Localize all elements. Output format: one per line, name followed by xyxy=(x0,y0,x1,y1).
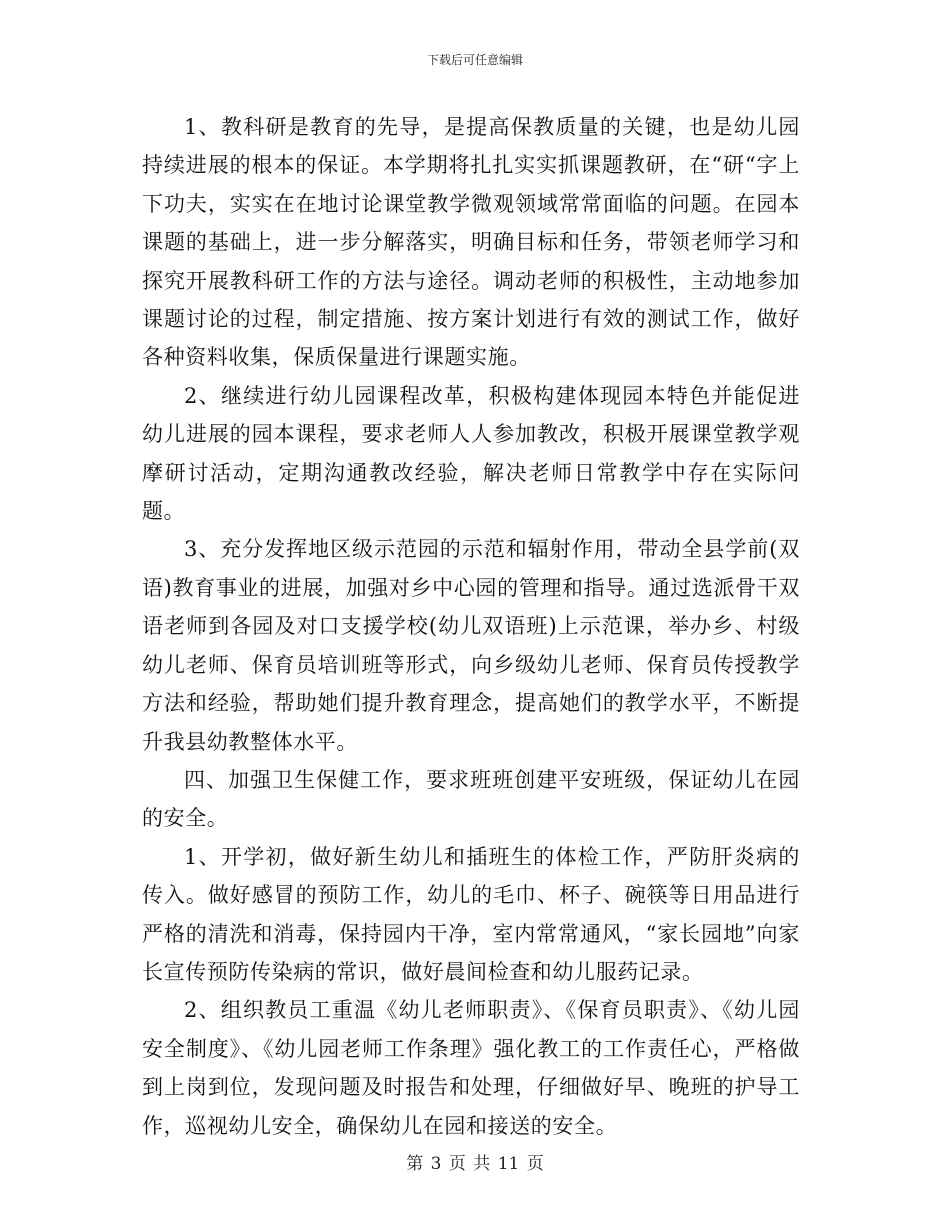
paragraph-demonstration: 3、充分发挥地区级示范园的示范和辐射作用，带动全县学前(双语)教育事业的进展，加强对乡中心园的管理和指导。通过选派骨干双语老师到各园及对口支援学校(幼儿双语班)上示范课，举办乡、村级幼儿老师、保育员培训班等形式，向乡级幼儿老师、保育员传授教学方法和经验，帮助她们提升教育理念，提高她们的教学水平，不断提升我县幼教整体水平。 xyxy=(142,537,800,754)
page-header: 下载后可任意编辑 xyxy=(426,53,523,67)
paragraph-research: 1、教科研是教育的先导，是提高保教质量的关键，也是幼儿园持续进展的根本的保证。本学期将扎扎实实抓课题教研，在“研“字上下功夫，实实在在地讨论课堂教学微观领域常常面临的问题。在园本课题的基础上，进一步分解落实，明确目标和任务，带领老师学习和探究开展教科研工作的方法与途径。调动老师的积极性，主动地参加课题讨论的过程，制定措施、按方案计划进行有效的测试工作，做好各种资料收集，保质保量进行课题实施。 xyxy=(142,115,800,370)
paragraph-health-check: 1、开学初，做好新生幼儿和插班生的体检工作，严防肝炎病的传入。做好感冒的预防工作，幼儿的毛巾、杯子、碗筷等日用品进行严格的清洗和消毒，保持园内干净，室内常常通风，“家长园地”向家长宣传预防传染病的常识，做好晨间检查和幼儿服药记录。 xyxy=(142,844,800,984)
page-footer: 第 3 页 共 11 页 xyxy=(406,1154,544,1174)
paragraph-curriculum-reform: 2、继续进行幼儿园课程改革，积极构建体现园本特色并能促进幼儿进展的园本课程，要求老师人人参加教改，积极开展课堂教学观摩研讨活动，定期沟通教改经验，解决老师日常教学中存在实际问题。 xyxy=(142,383,800,524)
document-body xyxy=(142,108,800,1145)
paragraph-duties: 2、组织教员工重温《幼儿老师职责》、《保育员职责》、《幼儿园安全制度》、《幼儿园老师工作条理》强化教工的工作责任心，严格做到上岗到位，发现问题及时报告和处理，仔细做好早、晚班的护导工作，巡视幼儿安全，确保幼儿在园和接送的安全。 xyxy=(142,998,800,1138)
section-heading-health: 四、加强卫生保健工作，要求班班创建平安班级，保证幼儿在园的安全。 xyxy=(142,767,800,831)
